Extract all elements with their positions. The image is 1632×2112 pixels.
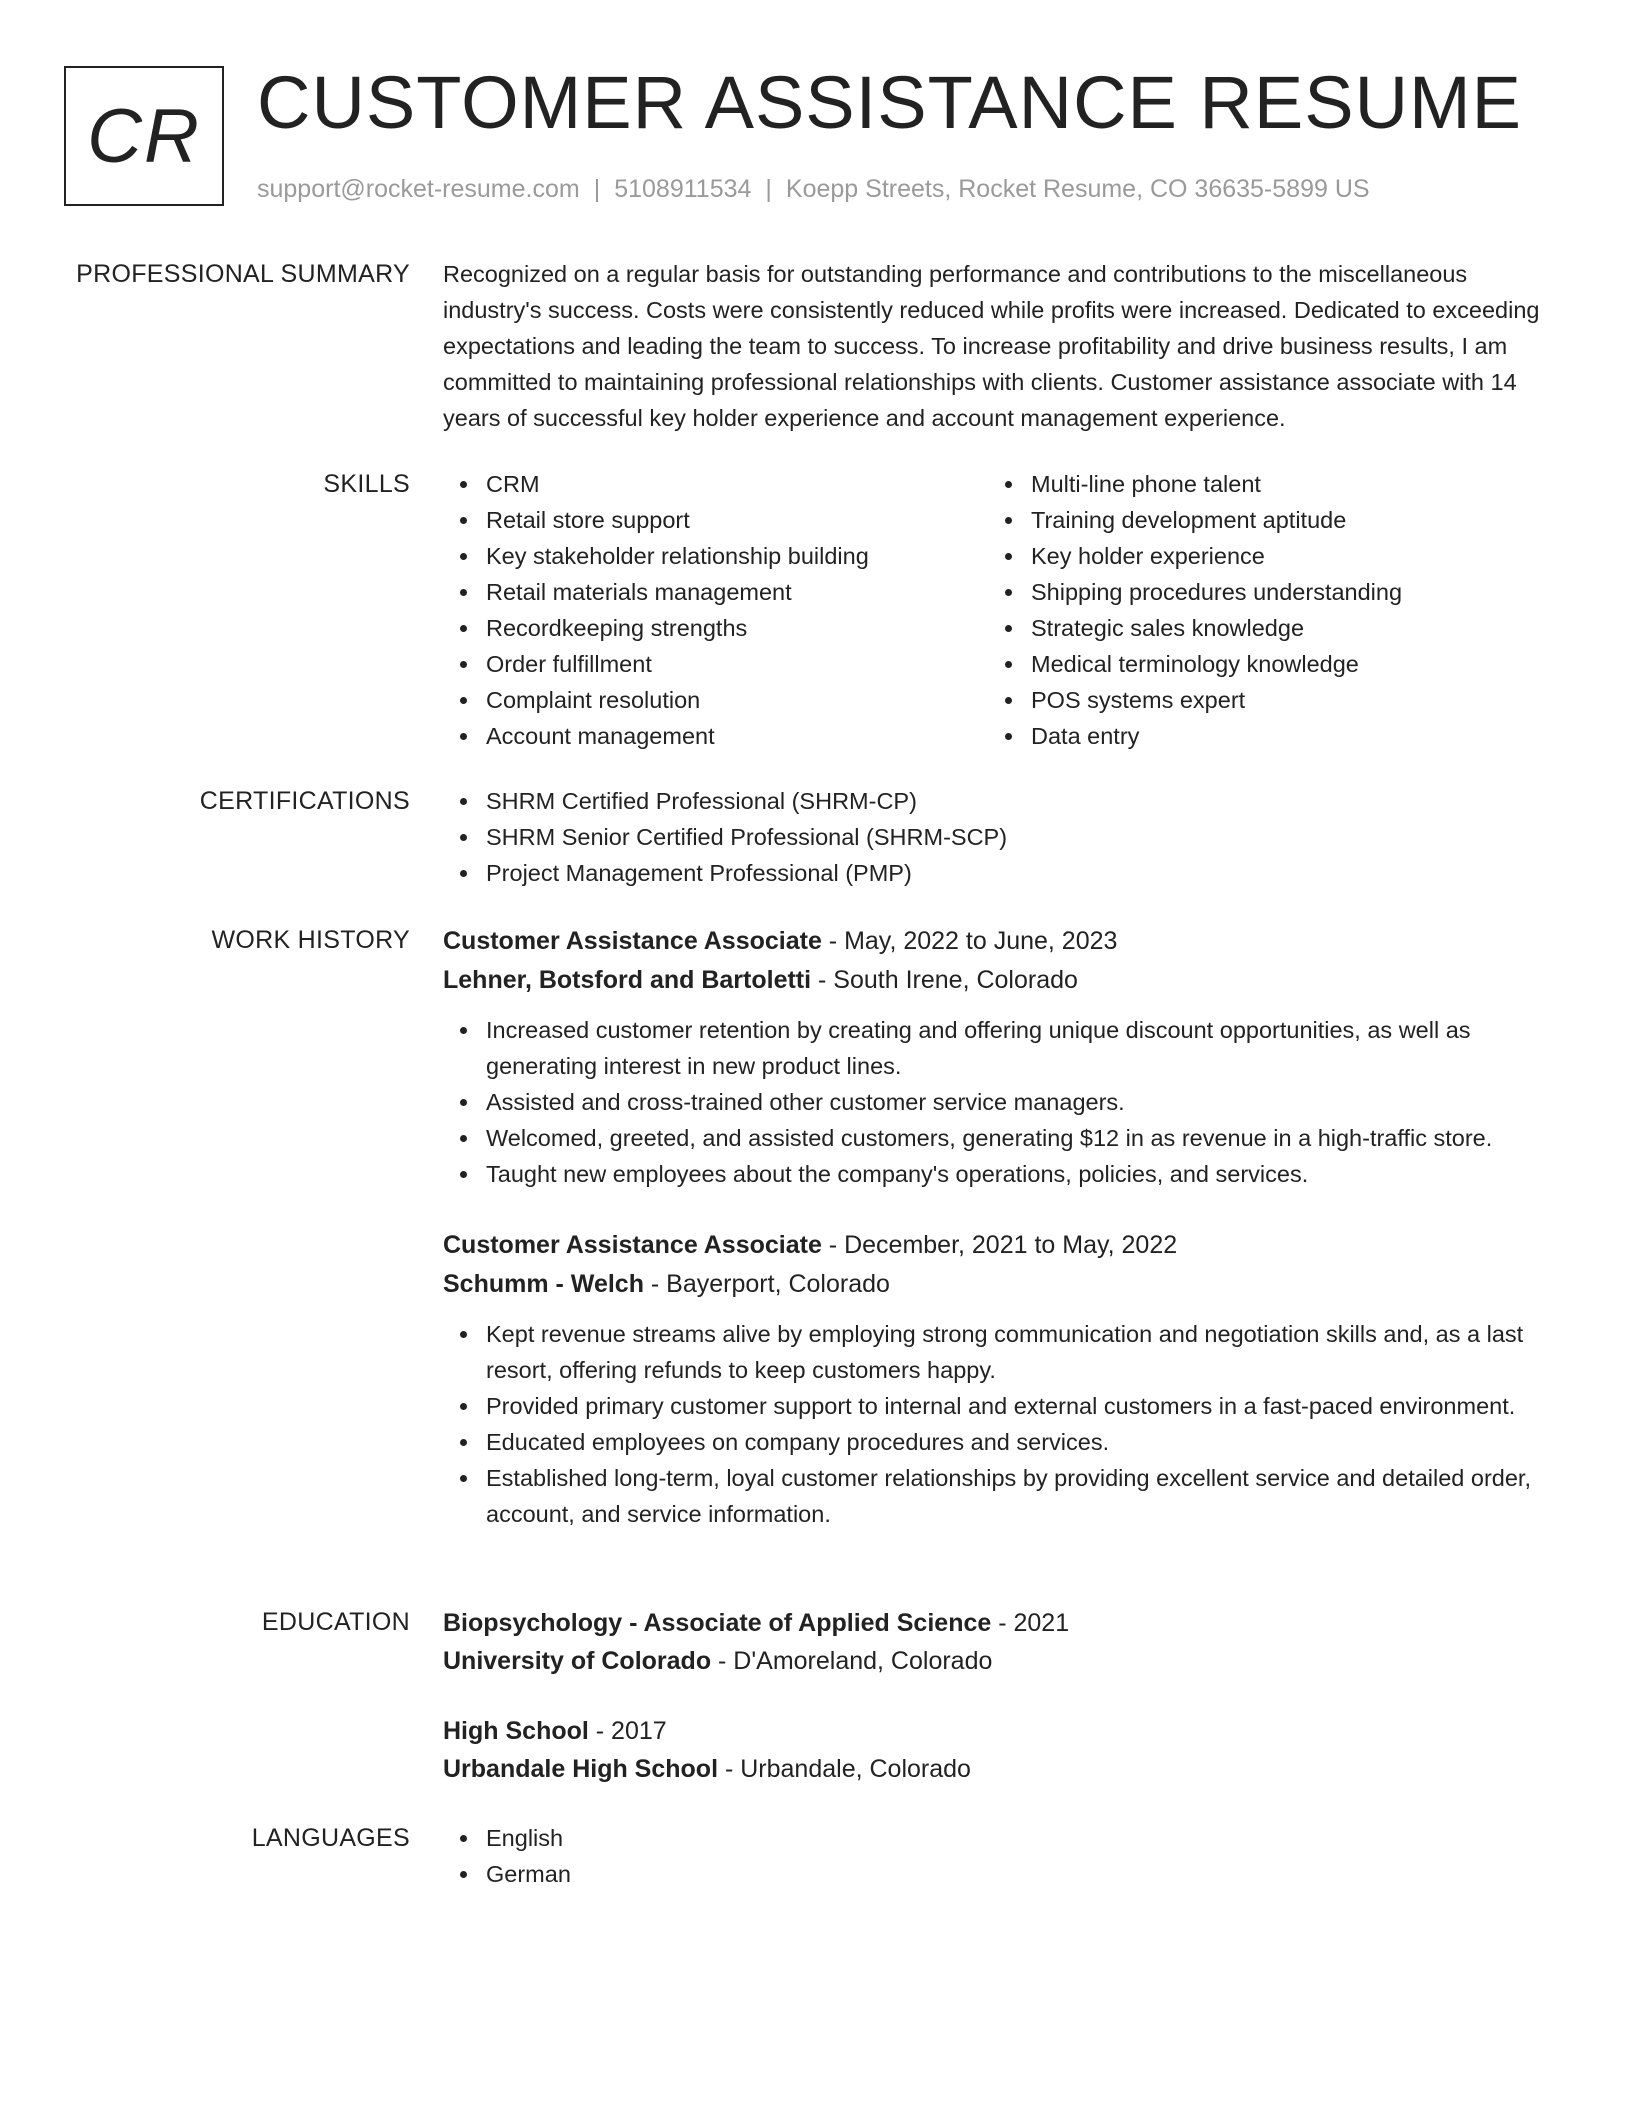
skill-item: Multi-line phone talent (988, 466, 1533, 502)
certifications-body (443, 783, 1558, 891)
education-location: - D'Amoreland, Colorado (711, 1647, 993, 1675)
skill-item: Shipping procedures understanding (988, 574, 1533, 610)
section-label-education: EDUCATION (261, 1608, 410, 1636)
job-title: Customer Assistance Associate (443, 1231, 822, 1259)
contact-separator: | (593, 175, 601, 203)
certification-item: SHRM Senior Certified Professional (SHRM-SCP) (443, 819, 1558, 855)
skill-item: Key stakeholder relationship building (443, 538, 988, 574)
job-location: - Bayerport, Colorado (643, 1270, 890, 1298)
skill-item: Strategic sales knowledge (988, 610, 1533, 646)
education-degree: Biopsychology - Associate of Applied Science (443, 1609, 992, 1637)
education-location: - Urbandale, Colorado (718, 1755, 971, 1783)
job-bullet: Taught new employees about the company's operations, policies, and services. (443, 1156, 1558, 1192)
skills-list-right (988, 466, 1533, 754)
languages-body (443, 1820, 1558, 1892)
education-school-line (443, 1642, 1558, 1680)
certification-item: SHRM Certified Professional (SHRM-CP) (443, 783, 1558, 819)
skill-item: Key holder experience (988, 538, 1533, 574)
education-year: - 2017 (588, 1717, 667, 1745)
resume-title: CUSTOMER ASSISTANCE RESUME (257, 61, 1523, 144)
section-label-summary: PROFESSIONAL SUMMARY (76, 260, 410, 288)
job-bullet: Welcomed, greeted, and assisted customers, generating $12 in as revenue in a high-traffic store. (443, 1120, 1558, 1156)
job-title-line (443, 922, 1558, 961)
summary-text: Recognized on a regular basis for outstanding performance and contributions to the miscellaneous industry's success. Costs were consistently reduced while profits were increased. Dedicated to exceeding expectations and leading the team to success. To increase profitability and drive business results, I am committed to maintaining professional relationships with clients. Customer assistance associate with 14 years of successful key holder experience and account management experience. (443, 261, 1540, 431)
education-school: University of Colorado (443, 1647, 712, 1675)
skill-item: Order fulfillment (443, 646, 988, 682)
job-entry (443, 922, 1558, 1192)
contact-separator: | (765, 175, 772, 203)
language-item: German (443, 1856, 1558, 1892)
skill-item: POS systems expert (988, 682, 1533, 718)
monogram-logo: CR (64, 66, 224, 206)
skill-item: Complaint resolution (443, 682, 988, 718)
summary-body (443, 256, 1558, 436)
contact-phone[interactable]: 5108911534 (614, 175, 752, 203)
certifications-list (443, 783, 1558, 891)
skill-item: Data entry (988, 718, 1533, 754)
job-dates: - May, 2022 to June, 2023 (821, 927, 1118, 955)
section-label-skills: SKILLS (323, 470, 410, 498)
certification-item: Project Management Professional (PMP) (443, 855, 1558, 891)
job-bullet: Provided primary customer support to internal and external customers in a fast-paced environment. (443, 1388, 1558, 1424)
job-bullet: Increased customer retention by creating and offering unique discount opportunities, as well as generating interest in new product lines. (443, 1012, 1558, 1084)
skills-list-left (443, 466, 988, 754)
contact-email[interactable]: support@rocket-resume.com (257, 175, 580, 203)
education-school: Urbandale High School (443, 1755, 719, 1783)
section-label-work-history: WORK HISTORY (211, 926, 410, 954)
job-company: Schumm - Welch (443, 1270, 644, 1298)
skill-item: Training development aptitude (988, 502, 1533, 538)
job-location: - South Irene, Colorado (811, 966, 1078, 994)
education-entry (443, 1604, 1558, 1680)
section-label-certifications: CERTIFICATIONS (199, 787, 410, 815)
education-degree: High School (443, 1717, 589, 1745)
job-bullet: Kept revenue streams alive by employing strong communication and negotiation skills and, as a last resort, offering refunds to keep customers happy. (443, 1316, 1558, 1388)
skill-item: Recordkeeping strengths (443, 610, 988, 646)
job-bullets (443, 1316, 1558, 1532)
job-title-line (443, 1226, 1558, 1265)
languages-list (443, 1820, 1558, 1892)
education-entry (443, 1712, 1558, 1788)
job-bullets (443, 1012, 1558, 1192)
skill-item: CRM (443, 466, 988, 502)
section-label-languages: LANGUAGES (251, 1824, 410, 1852)
job-entry (443, 1226, 1558, 1532)
work-history-body (443, 922, 1558, 1566)
language-item: English (443, 1820, 1558, 1856)
job-dates: - December, 2021 to May, 2022 (821, 1231, 1178, 1259)
skill-item: Retail materials management (443, 574, 988, 610)
education-body (443, 1604, 1558, 1820)
job-company: Lehner, Botsford and Bartoletti (443, 966, 812, 994)
job-bullet: Assisted and cross-trained other customer service managers. (443, 1084, 1558, 1120)
skills-body (443, 466, 1558, 754)
contact-line (257, 172, 1370, 206)
skill-item: Medical terminology knowledge (988, 646, 1533, 682)
job-bullet: Established long-term, loyal customer relationships by providing excellent service and detailed order, account, and service information. (443, 1460, 1558, 1532)
job-bullet: Educated employees on company procedures and services. (443, 1424, 1558, 1460)
education-year: - 2021 (991, 1609, 1070, 1637)
skill-item: Retail store support (443, 502, 988, 538)
job-company-line (443, 1265, 1558, 1304)
education-school-line (443, 1750, 1558, 1788)
skill-item: Account management (443, 718, 988, 754)
education-degree-line (443, 1712, 1558, 1750)
job-company-line (443, 961, 1558, 1000)
contact-address: Koepp Streets, Rocket Resume, CO 36635-5899 US (785, 175, 1370, 203)
job-title: Customer Assistance Associate (443, 927, 822, 955)
education-degree-line (443, 1604, 1558, 1642)
